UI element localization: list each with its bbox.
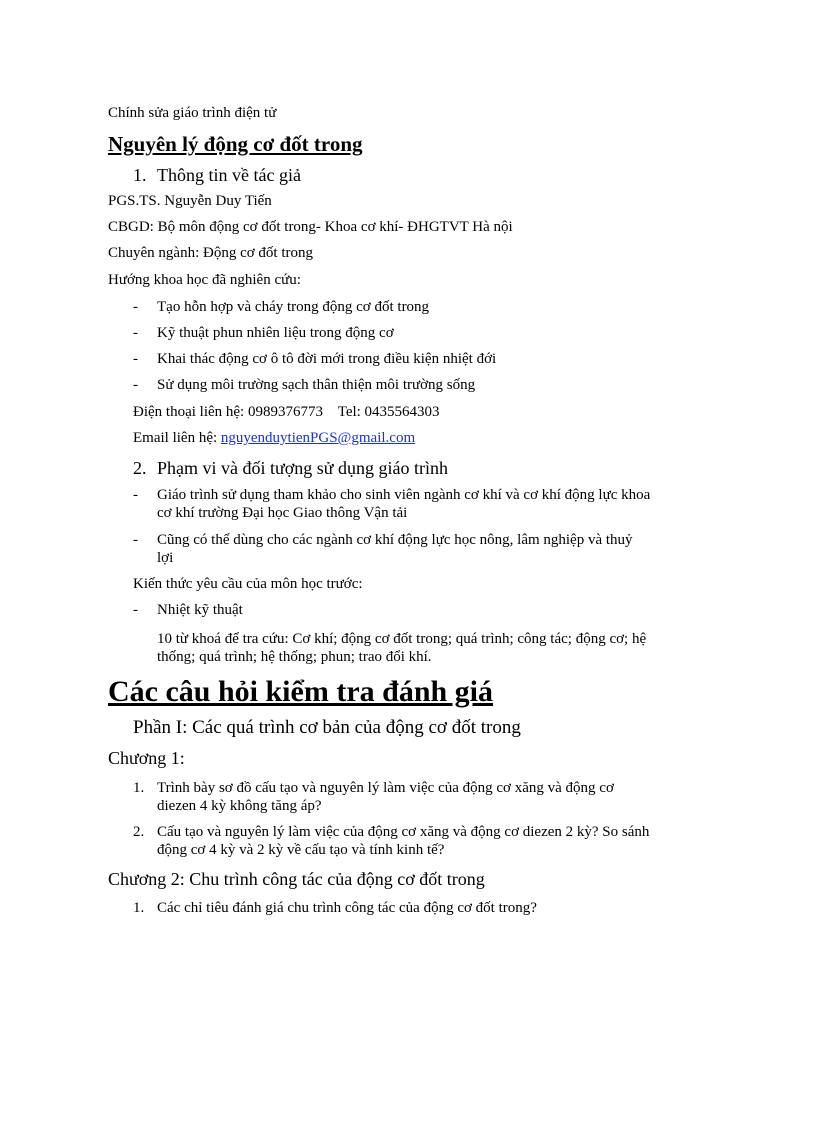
question-line: động cơ 4 kỳ và 2 kỳ về cấu tạo và tính kinh tế? bbox=[157, 842, 445, 858]
section1-number: 1. bbox=[133, 165, 147, 185]
section1-heading: Thông tin về tác giả bbox=[157, 165, 301, 185]
section2-number: 2. bbox=[133, 458, 147, 478]
questions-title: Các câu hỏi kiểm tra đánh giá bbox=[108, 675, 494, 708]
chapter1-heading: Chương 1: bbox=[108, 748, 185, 768]
question-line: diezen 4 kỳ không tăng áp? bbox=[157, 798, 322, 814]
research-label: Hướng khoa học đã nghiên cứu: bbox=[108, 272, 301, 288]
list-dash: - bbox=[133, 325, 138, 341]
question-line: Cấu tạo và nguyên lý làm việc của động cơ xăng và động cơ diezen 2 kỳ? So sánh bbox=[157, 824, 650, 840]
list-dash: - bbox=[133, 487, 138, 503]
list-dash: - bbox=[133, 299, 138, 315]
author-name: PGS.TS. Nguyễn Duy Tiến bbox=[108, 193, 272, 209]
contact-email-row bbox=[133, 431, 415, 446]
section2-heading: Phạm vi và đối tượng sử dụng giáo trình bbox=[157, 458, 449, 478]
keywords-line: thống; quá trình; hệ thống; phun; trao đổi khí. bbox=[157, 649, 432, 665]
email-label: Email liên hệ: bbox=[133, 430, 221, 446]
list-dash: - bbox=[133, 351, 138, 367]
part1-heading: Phần I: Các quá trình cơ bản của động cơ đốt trong bbox=[133, 717, 521, 738]
list-dash: - bbox=[133, 602, 138, 618]
list-dash: - bbox=[133, 532, 138, 548]
list-item: Sử dụng môi trường sạch thân thiện môi trường sống bbox=[157, 377, 476, 393]
email-link[interactable]: nguyenduytienPGS@gmail.com bbox=[220, 430, 416, 446]
list-item: Kỹ thuật phun nhiên liệu trong động cơ bbox=[157, 325, 394, 341]
contact-phone: Điện thoại liên hệ: 0989376773 Tel: 0435564303 bbox=[133, 404, 440, 420]
list-item-line: Cũng có thể dùng cho các ngành cơ khí động lực học nông, lâm nghiệp và thuỷ bbox=[157, 532, 633, 548]
list-item: Khai thác động cơ ô tô đời mới trong điều kiện nhiệt đới bbox=[157, 351, 497, 367]
document-title: Nguyên lý động cơ đốt trong bbox=[108, 132, 363, 156]
question-number: 1. bbox=[133, 900, 145, 916]
author-specialty: Chuyên ngành: Động cơ đốt trong bbox=[108, 245, 313, 261]
question-line: Trình bày sơ đồ cấu tạo và nguyên lý làm việc của động cơ xăng và động cơ bbox=[157, 780, 614, 796]
chapter2-heading: Chương 2: Chu trình công tác của động cơ đốt trong bbox=[108, 869, 485, 889]
prereq-label: Kiến thức yêu cầu của môn học trước: bbox=[133, 576, 363, 592]
keywords-line: 10 từ khoá để tra cứu: Cơ khí; động cơ đốt trong; quá trình; công tác; động cơ; hệ bbox=[157, 631, 647, 647]
list-dash: - bbox=[133, 377, 138, 393]
list-item: Tạo hỗn hợp và cháy trong động cơ đốt trong bbox=[157, 299, 430, 315]
edit-note: Chính sửa giáo trình điện tử bbox=[108, 105, 277, 121]
list-item-line: lợi bbox=[157, 550, 174, 566]
question-number: 2. bbox=[133, 824, 145, 840]
list-item-line: Giáo trình sử dụng tham khảo cho sinh viên ngành cơ khí và cơ khí động lực khoa bbox=[157, 487, 651, 503]
prereq-item: Nhiệt kỹ thuật bbox=[157, 602, 243, 618]
question-line: Các chỉ tiêu đánh giá chu trình công tác của động cơ đốt trong? bbox=[157, 900, 537, 916]
list-item-line: cơ khí trường Đại học Giao thông Vận tải bbox=[157, 505, 408, 521]
author-department: CBGD: Bộ môn động cơ đốt trong- Khoa cơ khí- ĐHGTVT Hà nội bbox=[108, 219, 513, 235]
question-number: 1. bbox=[133, 780, 145, 796]
